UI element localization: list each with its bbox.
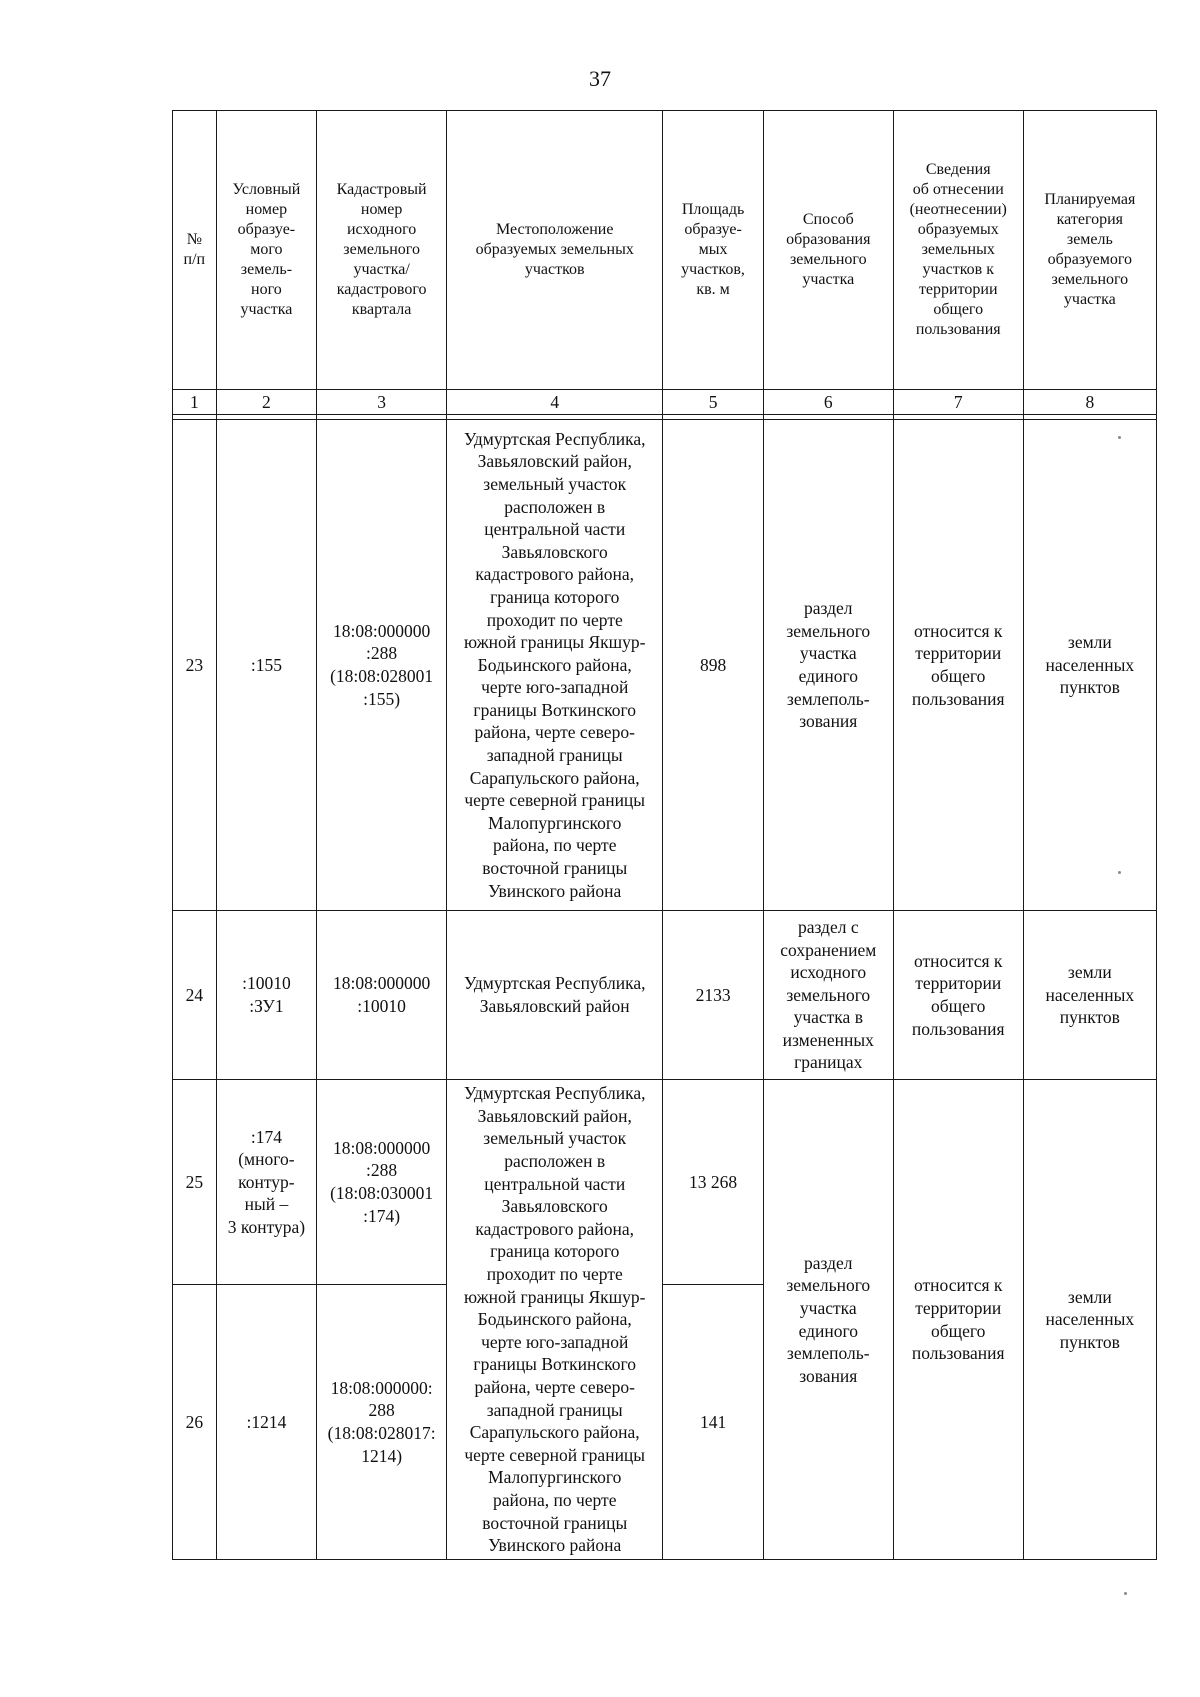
land-category: земли населенных пунктов	[1023, 911, 1156, 1080]
conditional-number: :174 (много- контур- ный – 3 контура)	[216, 1080, 316, 1285]
header-area: Площадь образуе- мых участков, кв. м	[663, 111, 763, 390]
header-category: Планируемая категория земель образуемого земельного участка	[1023, 111, 1156, 390]
area: 2133	[663, 911, 763, 1080]
page-number: 37	[589, 66, 611, 91]
column-number: 4	[447, 390, 663, 415]
column-number: 1	[173, 390, 217, 415]
header-public-use: Сведения об отнесении (неотнесении) образуемых земельных участков к территории общего пользования	[893, 111, 1023, 390]
area: 898	[663, 420, 763, 911]
land-plots-table	[172, 110, 1157, 1560]
scan-speck	[1118, 436, 1121, 439]
header-cadastral-number: Кадастровый номер исходного земельного участка/ кадастрового квартала	[317, 111, 447, 390]
scan-speck	[1118, 871, 1121, 874]
conditional-number: :10010 :ЗУ1	[216, 911, 316, 1080]
column-number: 2	[216, 390, 316, 415]
table-row	[173, 420, 1157, 911]
column-numbers-row	[173, 390, 1157, 415]
cadastral-number: 18:08:000000: 288 (18:08:028017: 1214)	[317, 1285, 447, 1560]
row-number: 24	[173, 911, 217, 1080]
cadastral-number: 18:08:000000 :288 (18:08:030001 :174)	[317, 1080, 447, 1285]
row-number: 23	[173, 420, 217, 911]
land-category: земли населенных пунктов	[1023, 420, 1156, 911]
table-row	[173, 911, 1157, 1080]
scan-speck	[1124, 1592, 1127, 1595]
column-number: 8	[1023, 390, 1156, 415]
column-number: 6	[763, 390, 893, 415]
column-number: 3	[317, 390, 447, 415]
conditional-number: :155	[216, 420, 316, 911]
area: 141	[663, 1285, 763, 1560]
location: Удмуртская Республика, Завьяловский район, земельный участок расположен в центральной части Завьяловского кадастрового района, граница которого проходит по черте южной границы Якшур- Бодьинского района, черте юго-западной границы Воткинского района, черте северо- западной границы Сарапульского района, черте северной границы Малопургинского района, по черте восточной границы Увинского района	[447, 420, 663, 911]
conditional-number: :1214	[216, 1285, 316, 1560]
table-row	[173, 1080, 1157, 1285]
header-conditional-number: Условный номер образуе- мого земель- ного участка	[216, 111, 316, 390]
land-category: земли населенных пунктов	[1023, 1080, 1156, 1560]
formation-method: раздел земельного участка единого землеполь- зования	[763, 1080, 893, 1560]
row-number: 25	[173, 1080, 217, 1285]
cadastral-number: 18:08:000000 :10010	[317, 911, 447, 1080]
formation-method: раздел с сохранением исходного земельного участка в измененных границах	[763, 911, 893, 1080]
public-use: относится к территории общего пользования	[893, 420, 1023, 911]
formation-method: раздел земельного участка единого землеполь- зования	[763, 420, 893, 911]
column-number: 5	[663, 390, 763, 415]
area: 13 268	[663, 1080, 763, 1285]
header-num: № п/п	[173, 111, 217, 390]
location: Удмуртская Республика, Завьяловский район	[447, 911, 663, 1080]
row-number: 26	[173, 1285, 217, 1560]
column-number: 7	[893, 390, 1023, 415]
table-header-row	[173, 111, 1157, 390]
header-location: Местоположение образуемых земельных участков	[447, 111, 663, 390]
public-use: относится к территории общего пользования	[893, 911, 1023, 1080]
cadastral-number: 18:08:000000 :288 (18:08:028001 :155)	[317, 420, 447, 911]
public-use: относится к территории общего пользования	[893, 1080, 1023, 1560]
location: Удмуртская Республика, Завьяловский район, земельный участок расположен в центральной части Завьяловского кадастрового района, граница которого проходит по черте южной границы Якшур- Бодьинского района, черте юго-западной границы Воткинского района, черте северо- западной границы Сарапульского района, черте северной границы Малопургинского района, по черте восточной границы Увинского района	[447, 1080, 663, 1560]
header-method: Способ образования земельного участка	[763, 111, 893, 390]
